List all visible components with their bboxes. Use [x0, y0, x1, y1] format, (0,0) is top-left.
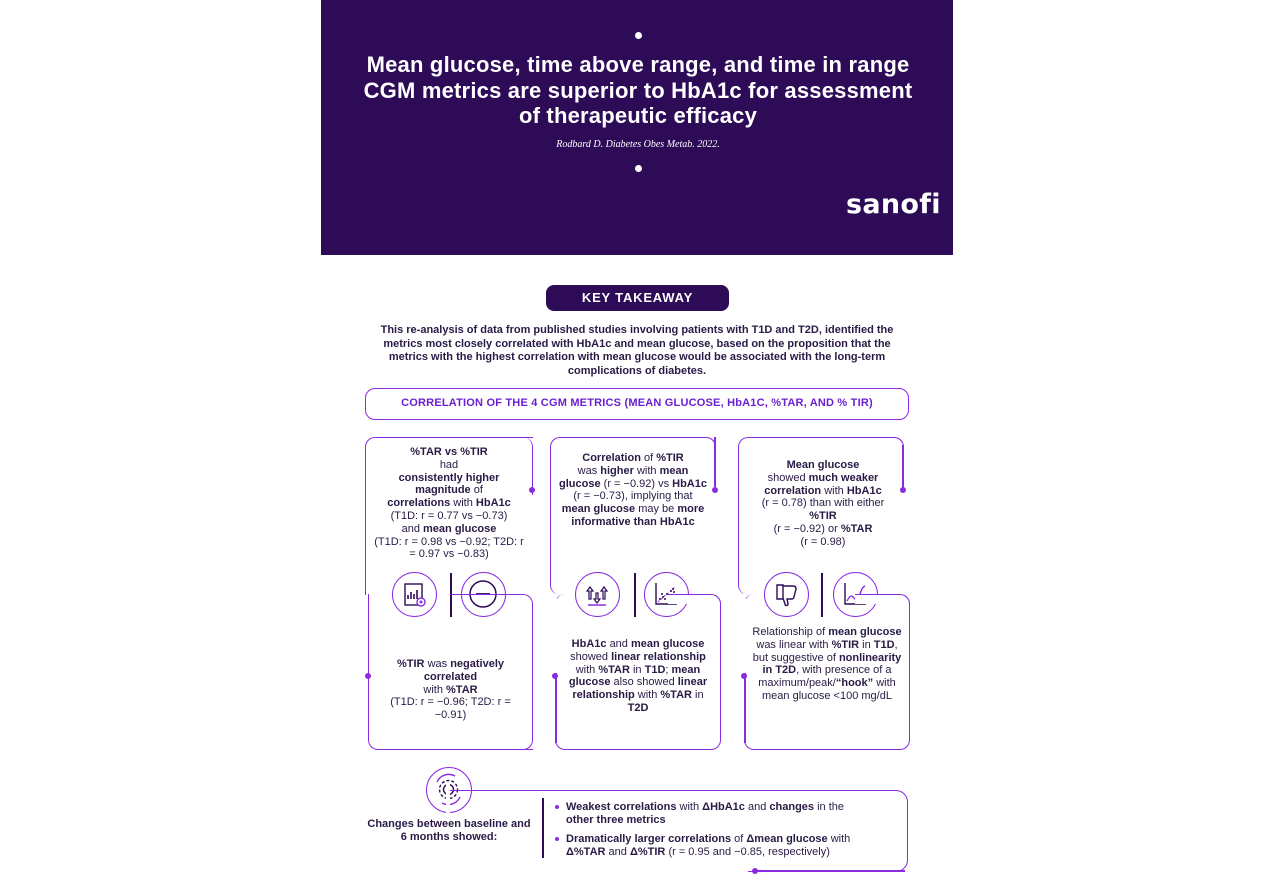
connector-dot: [552, 673, 558, 679]
page-title: Mean glucose, time above range, and time in range CGM metrics are superior to HbA1c for assessment of therapeutic efficacy: [363, 52, 913, 128]
card-tir-correlation-text: Correlation of %TIR was higher with mean glucose (r = −0.92) vs HbA1c (r = −0.73), implying that mean glucose may be more informative than HbA1c: [559, 452, 707, 528]
bullet-dot: [555, 805, 559, 809]
changes-bullet-2: Dramatically larger correlations of Δmean glucose with Δ%TAR and Δ%TIR (r = 0.95 and −0.85, respectively): [566, 833, 851, 858]
connector-dot: [712, 487, 718, 493]
card-relationship-left-edge: [744, 673, 746, 743]
card-linear-top: [668, 594, 721, 604]
bullet-dot: [555, 837, 559, 841]
card-linear-gap: [555, 594, 557, 674]
connector-dot: [741, 673, 747, 679]
changes-bullet-1: Weakest correlations with ΔHbA1c and changes in the other three metrics: [566, 801, 845, 826]
changes-label: Changes between baseline and 6 months showed:: [367, 818, 531, 843]
card-tir-negative-text: %TIR was negatively correlated with %TAR (T1D: r = −0.96; T2D: r = −0.91): [390, 658, 511, 722]
frame-gap-bottom: [448, 867, 748, 875]
frame-gap: [446, 782, 450, 816]
card-relationship-gap: [744, 594, 746, 674]
card-mean-glucose-corner: [894, 437, 904, 447]
card-linear-left-edge: [555, 673, 557, 743]
key-takeaway-label: KEY TAKEAWAY: [546, 285, 729, 311]
section-title: CORRELATION OF THE 4 CGM METRICS (MEAN GLUCOSE, HbA1C, %TAR, AND % TIR): [365, 388, 909, 420]
connector-dot: [900, 487, 906, 493]
connector-dot: [529, 487, 535, 493]
sanofi-logo: sanofi: [846, 189, 941, 220]
card-mean-glucose-text: Mean glucose showed much weaker correlation with HbA1c (r = 0.78) than with either %TIR (r = −0.92) or %TAR (r = 0.98): [761, 459, 885, 548]
takeaway-text: This re-analysis of data from published studies involving patients with T1D and T2D, identified the metrics most closely correlated with HbA1c and mean glucose, based on the proposition that the metrics with the highest correlation with mean glucose would be associated with the long-term complications of diabetes.: [380, 324, 894, 377]
connector-dot: [365, 673, 371, 679]
card-mean-glucose-right-edge: [902, 445, 904, 490]
citation: Rodbard D. Diabetes Obes Metab. 2022.: [556, 139, 720, 150]
card-linear-text: HbA1c and mean glucose showed linear relationship with %TAR in T1D; mean glucose also showed linear relationship with %TAR in T2D: [568, 638, 708, 714]
changes-divider: [542, 798, 544, 858]
card-relationship-text: Relationship of mean glucose was linear with %TIR in T1D, but suggestive of nonlinearity in T2D, with presence of a maximum/peak/“hook” with mean glucose <100 mg/dL: [752, 626, 902, 702]
card-relationship-top: [855, 594, 910, 604]
header-dot-top: [635, 32, 642, 39]
card-tar-vs-tir-text: %TAR vs %TIR had consistently higher magnitude of correlations with HbA1c (T1D: r = 0.77 vs −0.73) and mean glucose (T1D: r = 0.98 vs −0.92; T2D: r = 0.97 vs −0.83): [374, 446, 524, 561]
header-dot-bottom: [635, 165, 642, 172]
bottom-line: [755, 870, 905, 872]
